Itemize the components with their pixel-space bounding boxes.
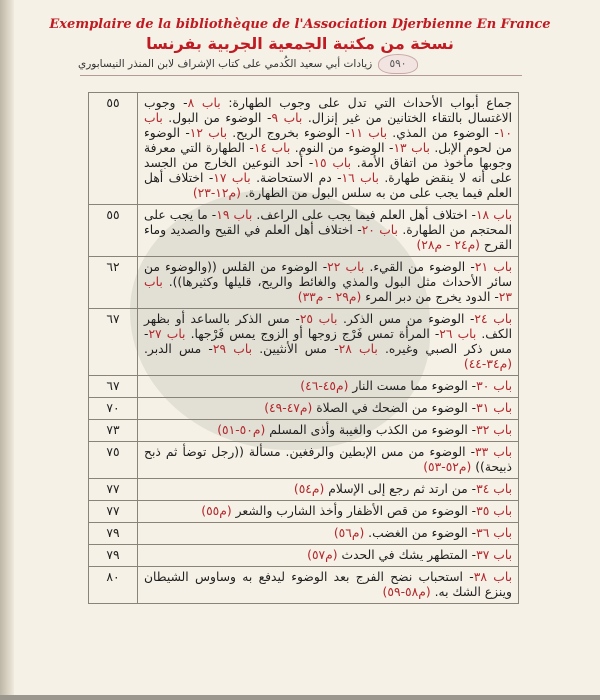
- page-ref-cell: ٦٧: [89, 376, 138, 398]
- chapter-ref: باب ٣٦: [476, 526, 512, 540]
- page-ref-cell: ٧٩: [89, 523, 138, 545]
- chapter-title: - الوضوء بخروج الريح.: [227, 126, 350, 140]
- chapter-list-cell: [138, 501, 519, 523]
- page-ref-cell: ٧٧: [89, 479, 138, 501]
- chapter-ref: باب ١٠: [144, 111, 513, 140]
- table-row: [89, 567, 519, 604]
- chapter-ref: باب ٢١: [474, 260, 512, 274]
- library-stamp-arabic: نسخة من مكتبة الجمعية الجربية بفرنسا: [146, 34, 454, 53]
- chapter-ref: باب ٣٢: [476, 423, 512, 437]
- chapter-title: - الوضوء من قص الأظفار وأخذ الشارب والشعر: [231, 504, 477, 518]
- page-ref-cell: ٧٠: [89, 398, 138, 420]
- chapter-ref: باب ٣٧: [476, 548, 512, 562]
- chapter-list-cell: [138, 479, 519, 501]
- chapter-ref: باب ٢٠: [361, 223, 398, 237]
- page-edge: [0, 695, 600, 700]
- chapter-title: - الوضوء من النوم.: [290, 141, 394, 155]
- table-row: [89, 523, 519, 545]
- library-stamp-french: Exemplaire de la bibliothèque de l'Association Djerbienne En France: [49, 17, 551, 32]
- chapter-ref: باب ١٧: [213, 171, 251, 185]
- chapter-ref: باب ٢٤: [474, 312, 513, 326]
- chapter-title: - مس الدبر.: [144, 342, 213, 356]
- chapter-ref: باب ٢٣: [144, 275, 512, 304]
- chapter-ref: باب ١١: [349, 126, 388, 140]
- chapter-ref: (م٤٥-٤٦): [300, 379, 349, 393]
- chapter-ref: (م٥٦): [333, 526, 365, 540]
- chapter-ref: باب ١٦: [341, 171, 379, 185]
- chapter-ref: باب ٢٥: [299, 312, 338, 326]
- table-row: [89, 442, 519, 479]
- page-header: [20, 16, 580, 54]
- page-ref-cell: ٨٠: [89, 567, 138, 604]
- chapter-ref: باب ١٥: [313, 156, 352, 170]
- chapter-title: جماع أبواب الأحداث التي تدل على وجوب الطهارة:: [220, 96, 512, 110]
- chapter-title: - الوضوء من الكذب والغيبة وأذى المسلم: [265, 423, 477, 437]
- table-row: [89, 93, 519, 205]
- table-row: [89, 376, 519, 398]
- chapter-title: - اختلاف أهل العلم فيما يجب على الراعف.: [252, 208, 476, 222]
- chapter-ref: باب ٨: [187, 96, 221, 110]
- chapter-title: - الوضوء مما مست النار: [348, 379, 477, 393]
- chapter-ref: باب ٢٨: [338, 342, 378, 356]
- chapter-ref: باب ٢٩: [212, 342, 253, 356]
- table-row: [89, 545, 519, 567]
- chapter-list-cell: [138, 545, 519, 567]
- page-ref-cell: ٧٧: [89, 501, 138, 523]
- chapter-ref: باب ١٩: [216, 208, 253, 222]
- chapter-title: - الوضوء من القيء.: [364, 260, 475, 274]
- chapter-title: - الوضوء من المذي.: [387, 126, 499, 140]
- chapter-ref: (م٥٥): [201, 504, 232, 518]
- chapter-ref: باب ١٤: [253, 141, 291, 155]
- chapter-title: - مس الأنثيين.: [252, 342, 339, 356]
- chapter-title: - مس ذكر الصبي وغيره.: [144, 327, 512, 356]
- table-row: [89, 420, 519, 442]
- chapter-title: - أحد النوعين الخارج من الجسد على أنه لا ينقض طهارة.: [144, 156, 513, 185]
- chapter-title: - استحباب نضح الفرج بعد الوضوء ليدفع به وساوس الشيطان وينزع الشك به.: [144, 570, 512, 599]
- chapter-list-cell: [138, 376, 519, 398]
- chapter-title: - المتطهر يشك في الحدث: [337, 548, 477, 562]
- chapter-ref: (م٥٧): [307, 548, 338, 562]
- chapter-title: - الدود يخرج من دبر المرء: [361, 290, 499, 304]
- chapter-title: - مس الذكر بالساعد أو بظهر الكف.: [144, 312, 512, 341]
- chapter-title: - المرأة تمس فَرْج زوجها أو الزوج يمس فَرْجها.: [185, 327, 440, 341]
- chapter-title: - الوضوء من الضحك في الصلاة: [312, 401, 477, 415]
- chapter-ref: باب ٣٠: [476, 379, 512, 393]
- table-row: [89, 309, 519, 376]
- page-ref-cell: ٧٣: [89, 420, 138, 442]
- chapter-ref: (م٤٧-٤٩): [264, 401, 313, 415]
- chapter-title: - الطهارة التي معرفة وجوبها مأخوذ من اتفاق الأمة.: [144, 141, 513, 170]
- chapter-title: - الوضوء من لحوم الإبل.: [144, 126, 513, 155]
- table-row: [89, 257, 519, 309]
- chapter-title: - ما يجب على المحتجم من الطهارة.: [144, 208, 512, 237]
- chapter-ref: باب ١٣: [393, 141, 430, 155]
- chapter-ref: (م٣٤-٤٤): [463, 357, 512, 371]
- page-ref-cell: ٦٧: [89, 309, 138, 376]
- chapter-ref: (م٢٤ - م٢٨): [416, 238, 480, 252]
- chapter-ref: باب ٣٨: [473, 570, 512, 584]
- table-row: [89, 205, 519, 257]
- running-header: [78, 54, 522, 74]
- chapter-title: - اختلاف أهل العلم فيما يجب على من به سلس البول من الطهارة.: [144, 171, 512, 200]
- chapter-ref: باب ٩: [271, 111, 303, 125]
- header-rule: [80, 75, 522, 76]
- page-ref-cell: ٧٩: [89, 545, 138, 567]
- chapter-ref: باب ٢٢: [327, 260, 365, 274]
- chapter-list-cell: [138, 309, 519, 376]
- chapter-ref: باب ٣٣: [475, 445, 513, 459]
- chapter-title: - الوضوء من مس الإبطين والرفغين. مسألة ((رجل توضأ ثم ذبح ذبيحة)): [144, 445, 512, 474]
- running-title: زيادات أبي سعيد الكُدمي على كتاب الإشراف لابن المنذر النيسابوري: [78, 58, 373, 70]
- chapter-title: - وجوب الاغتسال بالتقاء الختانين من غير إنزال.: [144, 96, 512, 125]
- chapter-ref: (م٥٨-٥٩): [382, 585, 431, 599]
- table-row: [89, 398, 519, 420]
- page-ref-cell: ٥٥: [89, 93, 138, 205]
- chapter-list-cell: [138, 567, 519, 604]
- page-ref-cell: ٧٥: [89, 442, 138, 479]
- chapter-ref: باب ٢٧: [148, 327, 186, 341]
- chapter-ref: (م٥٢-٥٣): [423, 460, 472, 474]
- chapter-list-cell: [138, 523, 519, 545]
- chapter-ref: باب ٣٥: [476, 504, 512, 518]
- table-row: [89, 501, 519, 523]
- chapter-list-cell: [138, 93, 519, 205]
- chapter-list-cell: [138, 442, 519, 479]
- chapter-ref: باب ٣١: [476, 401, 512, 415]
- page-ref-cell: ٦٢: [89, 257, 138, 309]
- chapter-title: - من ارتد ثم رجع إلى الإسلام: [324, 482, 477, 496]
- chapter-ref: باب ١٨: [475, 208, 513, 222]
- chapter-list-cell: [138, 257, 519, 309]
- chapter-list-cell: [138, 420, 519, 442]
- contents-table: [88, 92, 519, 604]
- chapter-ref: (م١٢-٢٣): [192, 186, 241, 200]
- chapter-ref: باب ١٢: [189, 126, 228, 140]
- chapter-title: - الوضوء من القلس ((والوضوء من سائر الأحداث مثل البول والمذي والغائط والريح، قليلها وكثيرها)).: [144, 260, 512, 289]
- chapter-ref: باب ٢٦: [439, 327, 477, 341]
- chapter-title: - الوضوء من مس الذكر.: [337, 312, 475, 326]
- table-row: [89, 479, 519, 501]
- page-ref-cell: ٥٥: [89, 205, 138, 257]
- chapter-ref: (م٥٠-٥١): [217, 423, 266, 437]
- chapter-title: - دم الاستحاضة.: [250, 171, 342, 185]
- chapter-list-cell: [138, 205, 519, 257]
- chapter-list-cell: [138, 398, 519, 420]
- chapter-title: - الوضوء من البول.: [162, 111, 272, 125]
- chapter-title: - اختلاف أهل العلم في القيح والصديد وماء القرح: [144, 223, 512, 252]
- chapter-ref: باب ٣٤: [476, 482, 512, 496]
- chapter-ref: (م٥٤): [293, 482, 325, 496]
- chapter-ref: (م٢٩ - م٣٣): [297, 290, 362, 304]
- chapter-title: - الوضوء من الغضب.: [364, 526, 477, 540]
- book-spine-shadow: [0, 0, 14, 700]
- page-number: ٥٩٠: [378, 54, 418, 74]
